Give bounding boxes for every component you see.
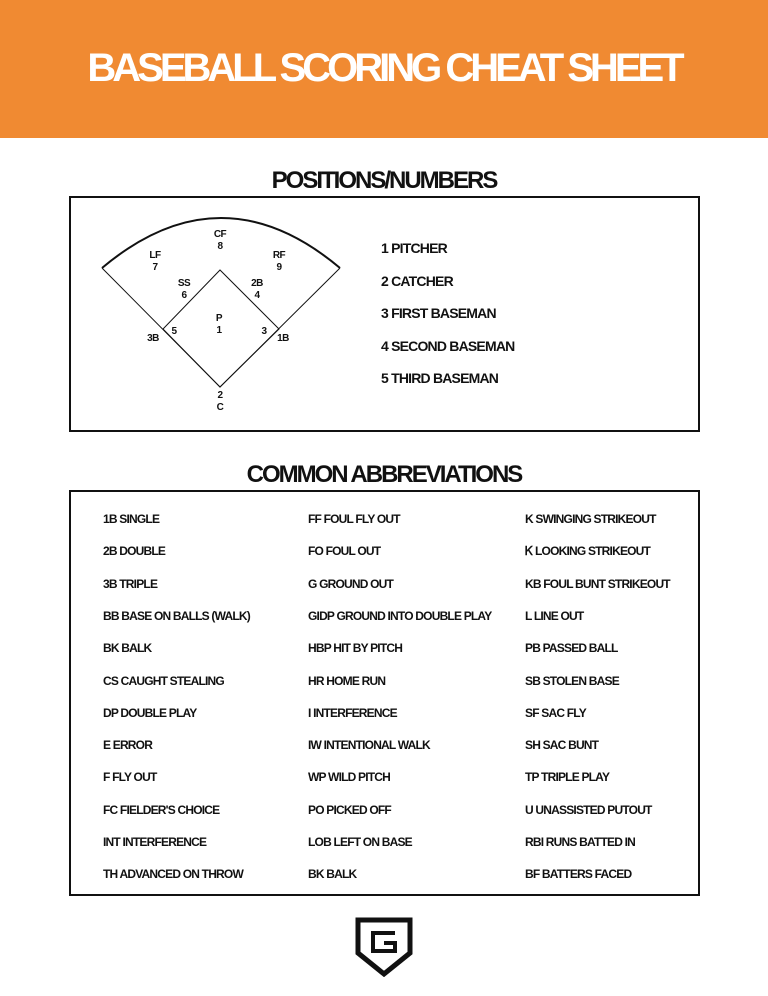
abbreviation-item: BF BATTERS FACED [525,867,632,882]
position-item: 2 CATCHER [381,273,453,289]
label-p: P 1 [215,313,223,336]
abbreviation-item: K SWINGING STRIKEOUT [525,512,656,526]
abbreviation-item: WP WILD PITCH [308,770,391,785]
abbreviation-item: RBI RUNS BATTED IN [525,835,636,849]
abbreviation-item: FO FOUL OUT [308,544,381,559]
label-ss: SS 6 [177,278,191,301]
abbreviation-item: Ꮶ LOOKING STRIKEOUT [525,544,651,559]
abbreviation-item: 2B DOUBLE [103,544,166,559]
logo-home-plate-icon [355,917,413,977]
abbreviation-item: DP DOUBLE PLAY [103,705,197,720]
positions-heading: POSITIONS/NUMBERS [271,167,497,194]
abbreviation-item: KB FOUL BUNT STRIKEOUT [525,576,670,591]
abbreviation-item: L LINE OUT [525,608,584,623]
abbreviation-item: IW INTENTIONAL WALK [308,738,430,753]
abbreviation-item: SB STOLEN BASE [525,673,619,688]
abbreviation-item: FC FIELDER'S CHOICE [103,802,220,817]
label-1b-num: 3 [261,326,267,337]
abbreviation-item: 3B TRIPLE [103,576,158,591]
abbreviation-item: E ERROR [103,738,153,753]
label-3b: 3B [147,333,159,344]
position-item: 5 THIRD BASEMAN [381,370,499,386]
abbreviation-item: HR HOME RUN [308,673,386,688]
abbreviation-item: TP TRIPLE PLAY [525,770,610,785]
abbreviation-item: SF SAC FLY [525,705,586,720]
label-2b: 2B 4 [251,278,263,301]
position-item: 3 FIRST BASEMAN [381,305,496,321]
abbreviation-item: U UNASSISTED PUTOUT [525,802,652,817]
abbreviation-item: FF FOUL FLY OUT [308,512,400,526]
label-catcher: 2 C [216,390,224,413]
label-rf: RF 9 [272,250,286,273]
abbreviation-item: BB BASE ON BALLS (WALK) [103,608,250,623]
label-cf: CF 8 [213,229,227,252]
page-title: BASEBALL SCORING CHEAT SHEET [87,46,681,90]
abbreviation-item: G GROUND OUT [308,576,394,591]
abbreviation-item: BK BALK [308,867,357,882]
abbreviation-item: SH SAC BUNT [525,738,599,753]
abbreviations-heading: COMMON ABBREVIATIONS [246,461,522,488]
abbreviation-item: PO PICKED OFF [308,802,391,817]
abbreviation-item: GIDP GROUND INTO DOUBLE PLAY [308,608,492,623]
label-3b-num: 5 [171,326,177,337]
abbreviation-item: PB PASSED BALL [525,641,618,656]
abbreviation-item: F FLY OUT [103,770,157,785]
abbreviation-item: INT INTERFERENCE [103,835,207,849]
position-item: 1 PITCHER [381,240,447,256]
abbreviation-item: I INTERFERENCE [308,705,397,720]
label-1b: 1B [277,333,289,344]
abbreviation-item: TH ADVANCED ON THROW [103,867,243,882]
abbreviation-item: 1B SINGLE [103,512,160,526]
abbreviation-item: LOB LEFT ON BASE [308,835,412,849]
position-item: 4 SECOND BASEMAN [381,338,515,354]
abbreviation-item: CS CAUGHT STEALING [103,673,224,688]
abbreviation-item: BK BALK [103,641,152,656]
label-lf: LF 7 [149,250,161,273]
abbreviation-item: HBP HIT BY PITCH [308,641,403,656]
